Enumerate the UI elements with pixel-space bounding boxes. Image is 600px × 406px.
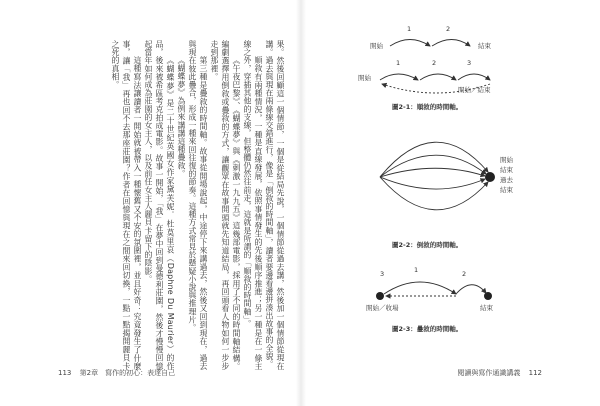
- body-paragraph: 《蝴蝶夢》是二十世紀英國女作家黛芙妮．杜莫里哀（Daphne Du Maurier）的作品，後來被希區考克拍成電影。故事一開始，「我」在夢中回到曼德利莊園，然後才慢慢回憶起當年如何成為莊園的女主人，以及前任女主人麗貝卡留下的陰影。: [144, 40, 175, 370]
- start-label: 開始: [370, 42, 383, 50]
- caption-number: 圖2-2：: [392, 241, 417, 249]
- segment-label: 2: [432, 59, 437, 67]
- past-label: 過去: [500, 176, 513, 184]
- left-page-footer: [58, 368, 175, 378]
- left-page-body: [96, 40, 286, 370]
- segment-label: 1: [396, 59, 401, 67]
- figure-2-1-top: [370, 25, 492, 50]
- caption-number: 圖2-1：: [392, 103, 417, 111]
- end-label: 結束: [500, 186, 513, 194]
- chapter-title: 第2章 寫作的初心：表達自己: [79, 369, 176, 377]
- segment-label: 2: [446, 25, 451, 33]
- body-paragraph: 這種寫法讓讀者一開始就被帶入一種懷舊又不安的氛圍裡，並且好奇：究竟發生了什麼事，讓「我」再也回不去那座莊園？作者在回憶與現在之間來回切換，一點一點揭開麗貝卡之死的真相。: [111, 40, 142, 370]
- book-title: 閱讀與寫作通識講義: [457, 369, 521, 377]
- end-label: 開始／結束: [458, 86, 491, 94]
- arc-arrow: [458, 74, 490, 80]
- arc-arrow: [380, 155, 486, 177]
- arc-arrow: [456, 285, 486, 294]
- body-paragraph: 第三種是疊敘的時間軸。故事從開場說起，中途停下來講過去，然後又回到現在，過去與現在彼此疊合，形成一種來回往復的節奏。這種方式常見於懸疑小說與推理片。: [188, 40, 208, 370]
- arc-arrow: [420, 74, 456, 80]
- segment-label: 3: [467, 59, 472, 67]
- start-label: 開始: [500, 156, 513, 164]
- figure-caption: [392, 102, 462, 111]
- caption-number: 圖2-3：: [392, 325, 417, 333]
- arc-arrow: [380, 168, 485, 177]
- book-gutter: [296, 0, 306, 406]
- arc-arrow: [380, 142, 488, 177]
- caption-text: 順敘的時間軸。: [416, 103, 463, 111]
- page-number: 112: [528, 369, 542, 377]
- caption-text: 倒敘的時間軸。: [416, 241, 463, 249]
- arc-arrow: [380, 177, 485, 189]
- page-number: 113: [58, 369, 72, 377]
- timeline-diagrams: [310, 0, 600, 360]
- end-label: 結束: [480, 304, 493, 312]
- figure-2-1-bottom: [358, 59, 491, 94]
- arc-arrow: [380, 177, 488, 210]
- segment-label: 1: [414, 266, 419, 274]
- body-paragraph: 《蝴蝶夢》為例來講講這種疊敘。: [177, 55, 186, 178]
- end-label: 結束: [500, 166, 513, 174]
- arc-arrow: [390, 40, 430, 47]
- caption-text: 疊敘的時間軸。: [416, 325, 463, 333]
- right-page-footer: [457, 368, 542, 378]
- arc-arrow: [380, 74, 418, 80]
- arc-arrow: [384, 282, 456, 294]
- end-label: 結束: [478, 42, 491, 50]
- body-paragraph: 《午夜巴黎》、《蝴蝶夢》與《刺激一九九五》這幾部電影，採用了不同的時間軸結構。編劇選擇用倒敘或疊敘的方式，讓觀眾在故事開頭就先知道結局，再回頭看人物如何一步步走到那裡。: [210, 40, 241, 370]
- segment-label: 1: [407, 25, 412, 33]
- arc-arrow: [432, 40, 470, 47]
- figure-2-2: [380, 142, 514, 210]
- start-label: 開始: [358, 74, 371, 82]
- end-node: [484, 292, 492, 300]
- segment-label: 2: [462, 270, 467, 278]
- figure-caption: [392, 324, 462, 333]
- body-paragraph: 果。然後回顧這一個情節，一個是從結局先說，一個情節從過去講，然後加一個情節從現在講。過去與現在兩條線交錯進行，像是「倒敘的時間軸」，讀者要邊看邊拼湊出故事的全貌。: [265, 40, 285, 370]
- segment-label: 3: [380, 270, 385, 278]
- body-paragraph: 順敘有兩種情況，一種是直線發展，依照事情發生的先後順序推進；另一種是在一條主線之外，穿插其他的支線，但整體仍然往前走，這就是所謂的「順敘的時間軸」。: [243, 40, 263, 370]
- end-node: [485, 172, 495, 182]
- start-label: 開始／收場: [366, 304, 399, 312]
- figure-2-3: [366, 266, 494, 312]
- start-node: [376, 292, 384, 300]
- figure-caption: [392, 240, 462, 249]
